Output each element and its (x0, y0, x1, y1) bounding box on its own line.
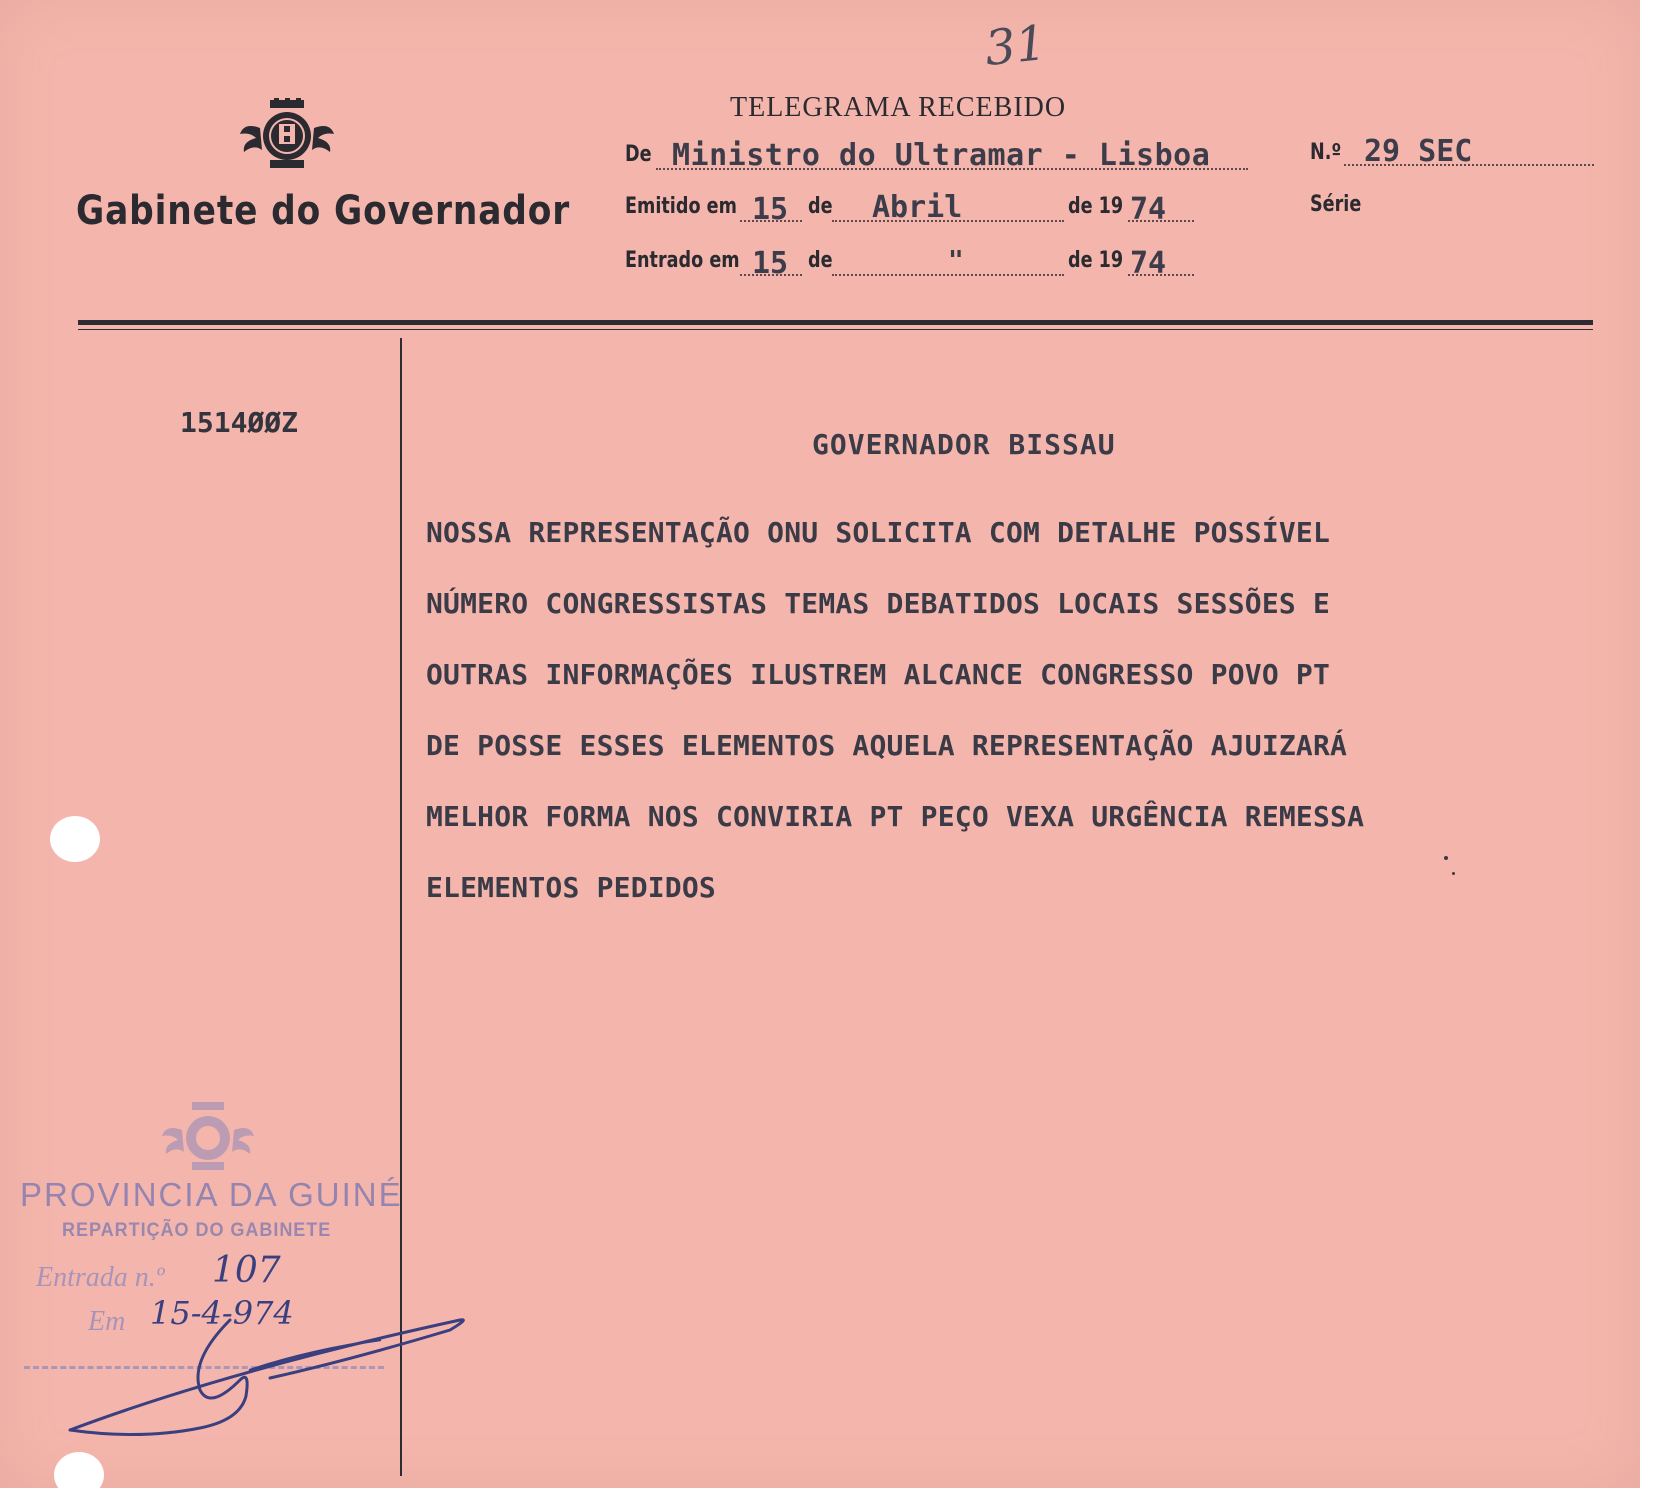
stamp-province: PROVINCIA DA GUINÉ (20, 1176, 403, 1213)
message-line: MELHOR FORMA NOS CONVIRIA PT PEÇO VEXA URGÊNCIA REMESSA (426, 800, 1365, 833)
issued-year-prefix: de 19 (1068, 194, 1124, 219)
issued-day: 15 (752, 192, 789, 227)
stamp-department: REPARTIÇÃO DO GABINETE (62, 1220, 332, 1241)
stamp-entry-label: Entrada n.º (36, 1262, 165, 1293)
issued-de-label: de (808, 194, 833, 219)
punch-hole (54, 1452, 104, 1498)
office-title: Gabinete do Governador (76, 188, 571, 234)
from-label: De (625, 142, 652, 167)
message-reference: 1514ØØZ (180, 406, 299, 439)
message-line: NÚMERO CONGRESSISTAS TEMAS DEBATIDOS LOCAIS SESSÕES E (426, 587, 1331, 620)
entered-day: 15 (752, 246, 789, 281)
issued-year: 74 (1130, 192, 1167, 227)
ink-speck (1444, 856, 1448, 860)
number-value: 29 SEC (1364, 134, 1473, 169)
header-rule-thin (78, 329, 1593, 330)
page-number: 31 (982, 14, 1049, 78)
message-line: NOSSA REPRESENTAÇÃO ONU SOLICITA COM DETALHE POSSÍVEL (426, 516, 1331, 549)
message-body (426, 516, 1626, 942)
issued-label: Emitido em (625, 194, 737, 219)
stamp-date: 15-4-974 (150, 1294, 294, 1332)
entered-label: Entrado em (625, 248, 740, 273)
stamp-emblem-icon (160, 1100, 256, 1176)
entered-year-prefix: de 19 (1068, 248, 1124, 273)
message-line: ELEMENTOS PEDIDOS (426, 871, 716, 904)
stamp-date-label: Em (88, 1306, 126, 1337)
ink-speck (1452, 872, 1455, 875)
number-label: N.º (1310, 140, 1342, 165)
message-line: OUTRAS INFORMAÇÕES ILUSTREM ALCANCE CONGRESSO POVO PT (426, 658, 1331, 691)
signature-icon (50, 1300, 470, 1450)
entered-year: 74 (1130, 246, 1167, 281)
message-addressee: GOVERNADOR BISSAU (812, 428, 1116, 461)
message-line: DE POSSE ESSES ELEMENTOS AQUELA REPRESENTAÇÃO AJUIZARÁ (426, 729, 1348, 762)
issued-month: Abril (872, 190, 963, 225)
header-rule (78, 320, 1593, 325)
from-value: Ministro do Ultramar - Lisboa (672, 138, 1211, 173)
entered-de-label: de (808, 248, 833, 273)
punch-hole (50, 816, 100, 862)
series-label: Série (1310, 192, 1362, 217)
stamp-entry-number: 107 (212, 1250, 281, 1291)
coat-of-arms-icon (240, 98, 334, 174)
form-title: TELEGRAMA RECEBIDO (730, 92, 1067, 123)
entered-month: " (948, 246, 964, 276)
